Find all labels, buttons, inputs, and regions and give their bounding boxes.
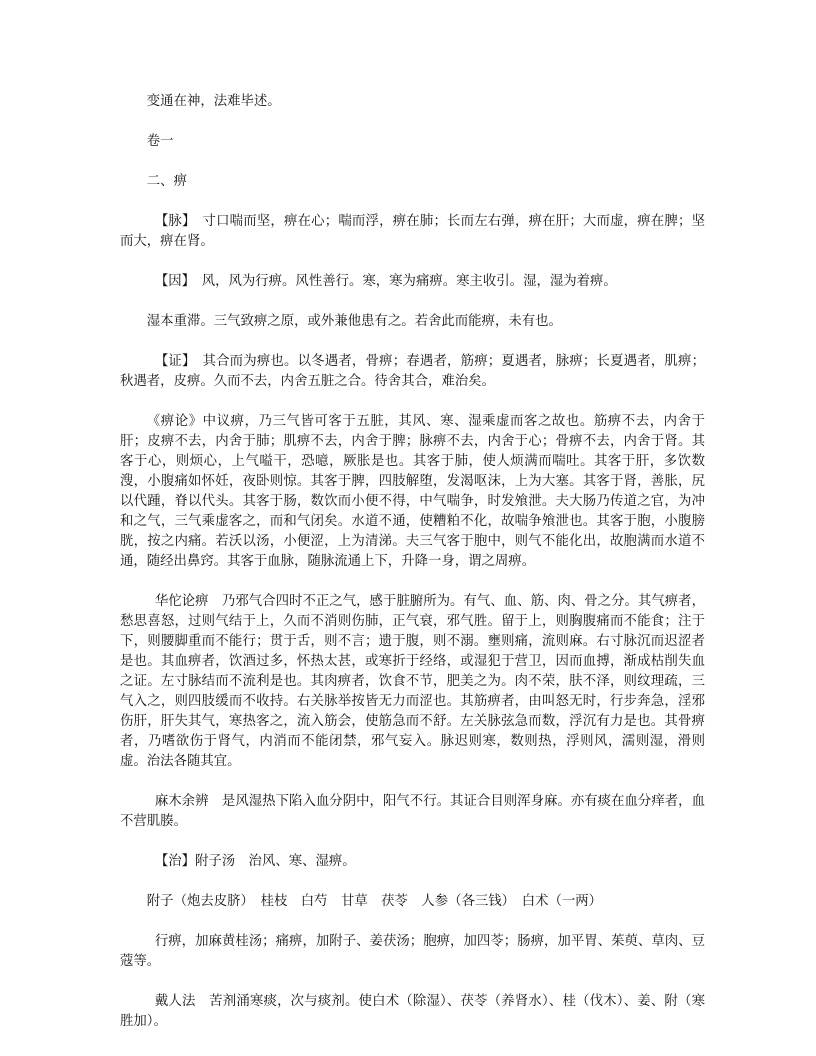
volume-heading: 卷一: [146, 134, 174, 149]
treatment-heading: 【治】附子汤 治风、寒、湿痹。: [154, 854, 356, 869]
huatuo-paragraph: 华佗论痹 乃邪气合四时不正之气，感于脏腑所为。有气、血、筋、肉、骨之分。其气痹者，愁思喜怒，过则气结于上，久而不消则伤肺，正气衰，邪气胜。留于上，则胸腹痛而不能食；注于下，则腰脚重而不能行；贯于舌，则不言；遗于腹，则不溺。壅则痛，流则麻。右寸脉沉而迟涩者是也。其血痹者，饮酒过多，怀热太甚，或寒折于经络，或湿犯于营卫，因而血搏，渐成枯削失血之证。左寸脉结而不流利是也。其肉痹者，饮食不节，肥美之为。肉不荣，肤不泽，则纹理疏，三气入之，则四肢缓而不收持。右关脉举按皆无力而涩也。其筋痹者，由叫怒无时，行步奔急，淫邪伤肝，肝失其气，寒热客之，流入筋会，使筋急而不舒。左关脉弦急而数，浮沉有力是也。其骨痹者，乃嗜欲伤于肾气，内消而不能闭禁，邪气妄入。脉迟则寒，数则热，浮则风，濡则湿，滑则虚。治法各随其宜。: [120, 594, 705, 769]
intro-line: 变通在神，法难毕述。: [146, 94, 281, 109]
formula-ingredients: 附子（炮去皮脐） 桂枝 白芍 甘草 茯苓 人参（各三钱） 白术（一两）: [146, 894, 603, 909]
dairen-method-paragraph: 戴人法 苦剂涌寒痰，次与痰剂。使白术（除湿）、茯苓（养肾水）、桂（伐木）、姜、附（寒胜加）。: [120, 994, 705, 1029]
section-heading: 二、痹: [146, 174, 187, 189]
document-page: [120, 92, 705, 1052]
numbness-paragraph: 麻木余辨 是风湿热下陷入血分阴中，阳气不行。其证合目则浑身麻。亦有痰在血分痒者，血不营肌腠。: [120, 794, 705, 829]
pulse-paragraph: 【脉】 寸口喘而坚，痹在心；喘而浮，痹在肺；长而左右弹，痹在肝；大而虚，痹在脾；坚而大，痹在肾。: [120, 214, 705, 249]
bilun-paragraph: 《痹论》中议痹，乃三气皆可客于五脏，其风、寒、湿乘虚而客之故也。筋痹不去，内舍于肝；皮痹不去，内舍于肺；肌痹不去，内舍于脾；脉痹不去，内舍于心；骨痹不去，内舍于肾。其客于心，则烦心，上气嗌干，恐噫，厥胀是也。其客于肺，使人烦满而喘吐。其客于肝，多饮数溲，小腹痛如怀妊，夜卧则惊。其客于脾，四肢解堕，发渴呕沫，上为大塞。其客于肾，善胀，尻以代踵，脊以代头。其客于肠，数饮而小便不得，中气喘争，时发飧泄。夫大肠乃传道之官，为冲和之气，三气乘虚客之，而和气闭矣。水道不通，使糟粕不化，故喘争飧泄也。其客于胞，小腹膀胱，按之内痛。若沃以汤，小便涩，上为清涕。夫三气客于胞中，则气不能化出，故胞满而水道不通，随经出鼻窍。其客于血脉，随脉流通上下，升降一身，谓之周痹。: [120, 414, 705, 569]
modification-paragraph: 行痹，加麻黄桂汤；痛痹，加附子、姜茯汤；胞痹，加四苓；肠痹，加平胃、茱萸、草肉、豆蔻等。: [120, 934, 705, 969]
symptom-paragraph: 【证】 其合而为痹也。以冬遇者，骨痹；春遇者，筋痹；夏遇者，脉痹；长夏遇者，肌痹；秋遇者，皮痹。久而不去，内舍五脏之合。待舍其合，难治矣。: [120, 354, 705, 389]
cause-paragraph: 【因】 风，风为行痹。风性善行。寒，寒为痛痹。寒主收引。湿，湿为着痹。: [154, 274, 617, 289]
cause-note-paragraph: 湿本重滞。三气致痹之原，或外兼他患有之。若舍此而能痹，未有也。: [146, 314, 562, 329]
